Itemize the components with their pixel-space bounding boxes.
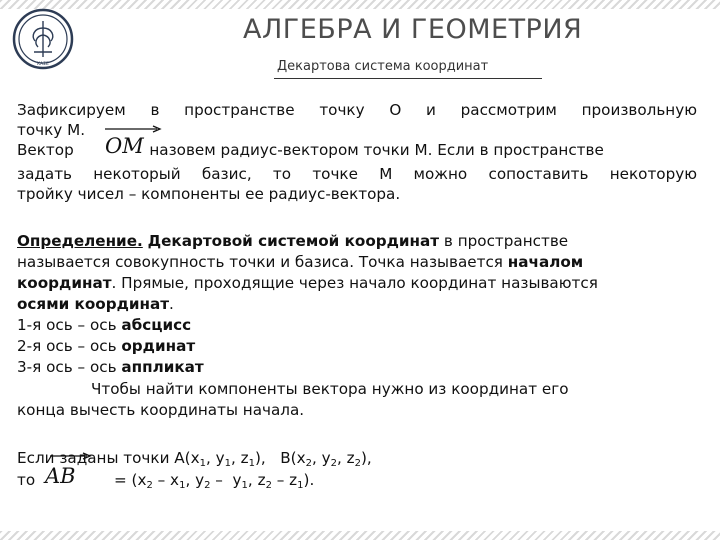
text-run: – x [152,471,180,489]
text-run: то [17,471,36,489]
text-run: = (x [113,471,147,489]
text-run: 1-я ось – ось [17,316,122,334]
text-run: тройку чисел – компоненты ее радиус-вектора. [17,185,401,203]
text-run: в пространстве [439,232,569,250]
text-line [17,464,697,494]
term: аппликат [121,358,204,376]
subscript: 2 [204,480,211,491]
text-run: назовем радиус-вектором точки М. Если в пространстве [149,141,604,159]
text-line [17,100,697,120]
text-line [17,164,697,184]
university-logo [12,8,74,70]
text-run: Вектор [17,141,74,159]
subscript: 2 [265,480,272,491]
text-run: – z [271,471,298,489]
text-run: ). [303,471,315,489]
text-run: Чтобы найти компоненты вектора нужно из координат его [91,380,569,398]
vector-om: OM [105,134,144,158]
term: началом [507,253,584,271]
text-run: Если заданы точки A(x [17,449,200,467]
text-line [17,357,697,377]
text-run: ), [361,449,372,467]
subscript: 1 [179,480,186,491]
text-run: , z [336,449,355,467]
subscript: 1 [241,480,248,491]
subscript: 2 [305,458,312,469]
text-line [17,252,697,272]
text-run: 2-я ось – ось [17,337,122,355]
text-line [17,379,697,399]
term: абсцисс [121,316,192,334]
text-run: конца вычесть координаты начала. [17,401,305,419]
bottom-border-stripes [0,531,720,540]
text-line [17,184,697,204]
text-line [17,448,697,468]
text-line [17,231,697,251]
text-line [17,336,697,356]
slide-title: АЛГЕБРА И ГЕОМЕТРИЯ [243,14,583,45]
text-run: ), B(x [255,449,306,467]
top-border-stripes [0,0,720,9]
text-run: точку М. [17,121,86,139]
term: ординат [121,337,196,355]
text-run: , z [247,471,266,489]
text-run: , z [230,449,249,467]
logo-lettering: ΚΑΣΕ [37,62,49,67]
vector-arrow-icon [103,125,163,133]
text-line [17,315,697,335]
subscript: 2 [146,480,153,491]
text-line [17,134,697,164]
subscript: 1 [224,458,231,469]
subscript: 1 [248,458,255,469]
text-run: , y [311,449,331,467]
subscript: 1 [297,480,304,491]
text-run: Зафиксируем в пространстве точку О и рассмотрим произвольную [17,101,697,119]
text-line [17,400,697,420]
text-run: . [169,295,174,313]
term: осями координат [17,295,170,313]
definition-label: Определение. [17,232,143,250]
text-run: задать некоторый базис, то точке М можно сопоставить некоторую [17,165,697,183]
text-run: – y [210,471,242,489]
slide-subtitle: Декартова система координат [277,59,489,74]
text-run: . Прямые, проходящие через начало координат называются [111,274,598,292]
text-run: называется совокупность точки и базиса. Точка называется [17,253,508,271]
term: Декартовой системой координат [147,232,440,250]
subscript: 2 [330,458,337,469]
text-run: , y [205,449,225,467]
vector-ab: AB [45,464,76,488]
text-line [17,273,697,293]
text-line [17,294,697,314]
term: координат [17,274,112,292]
subtitle-underline [274,78,542,79]
text-run: , y [185,471,205,489]
subscript: 2 [354,458,361,469]
subscript: 1 [199,458,206,469]
text-run: 3-я ось – ось [17,358,122,376]
